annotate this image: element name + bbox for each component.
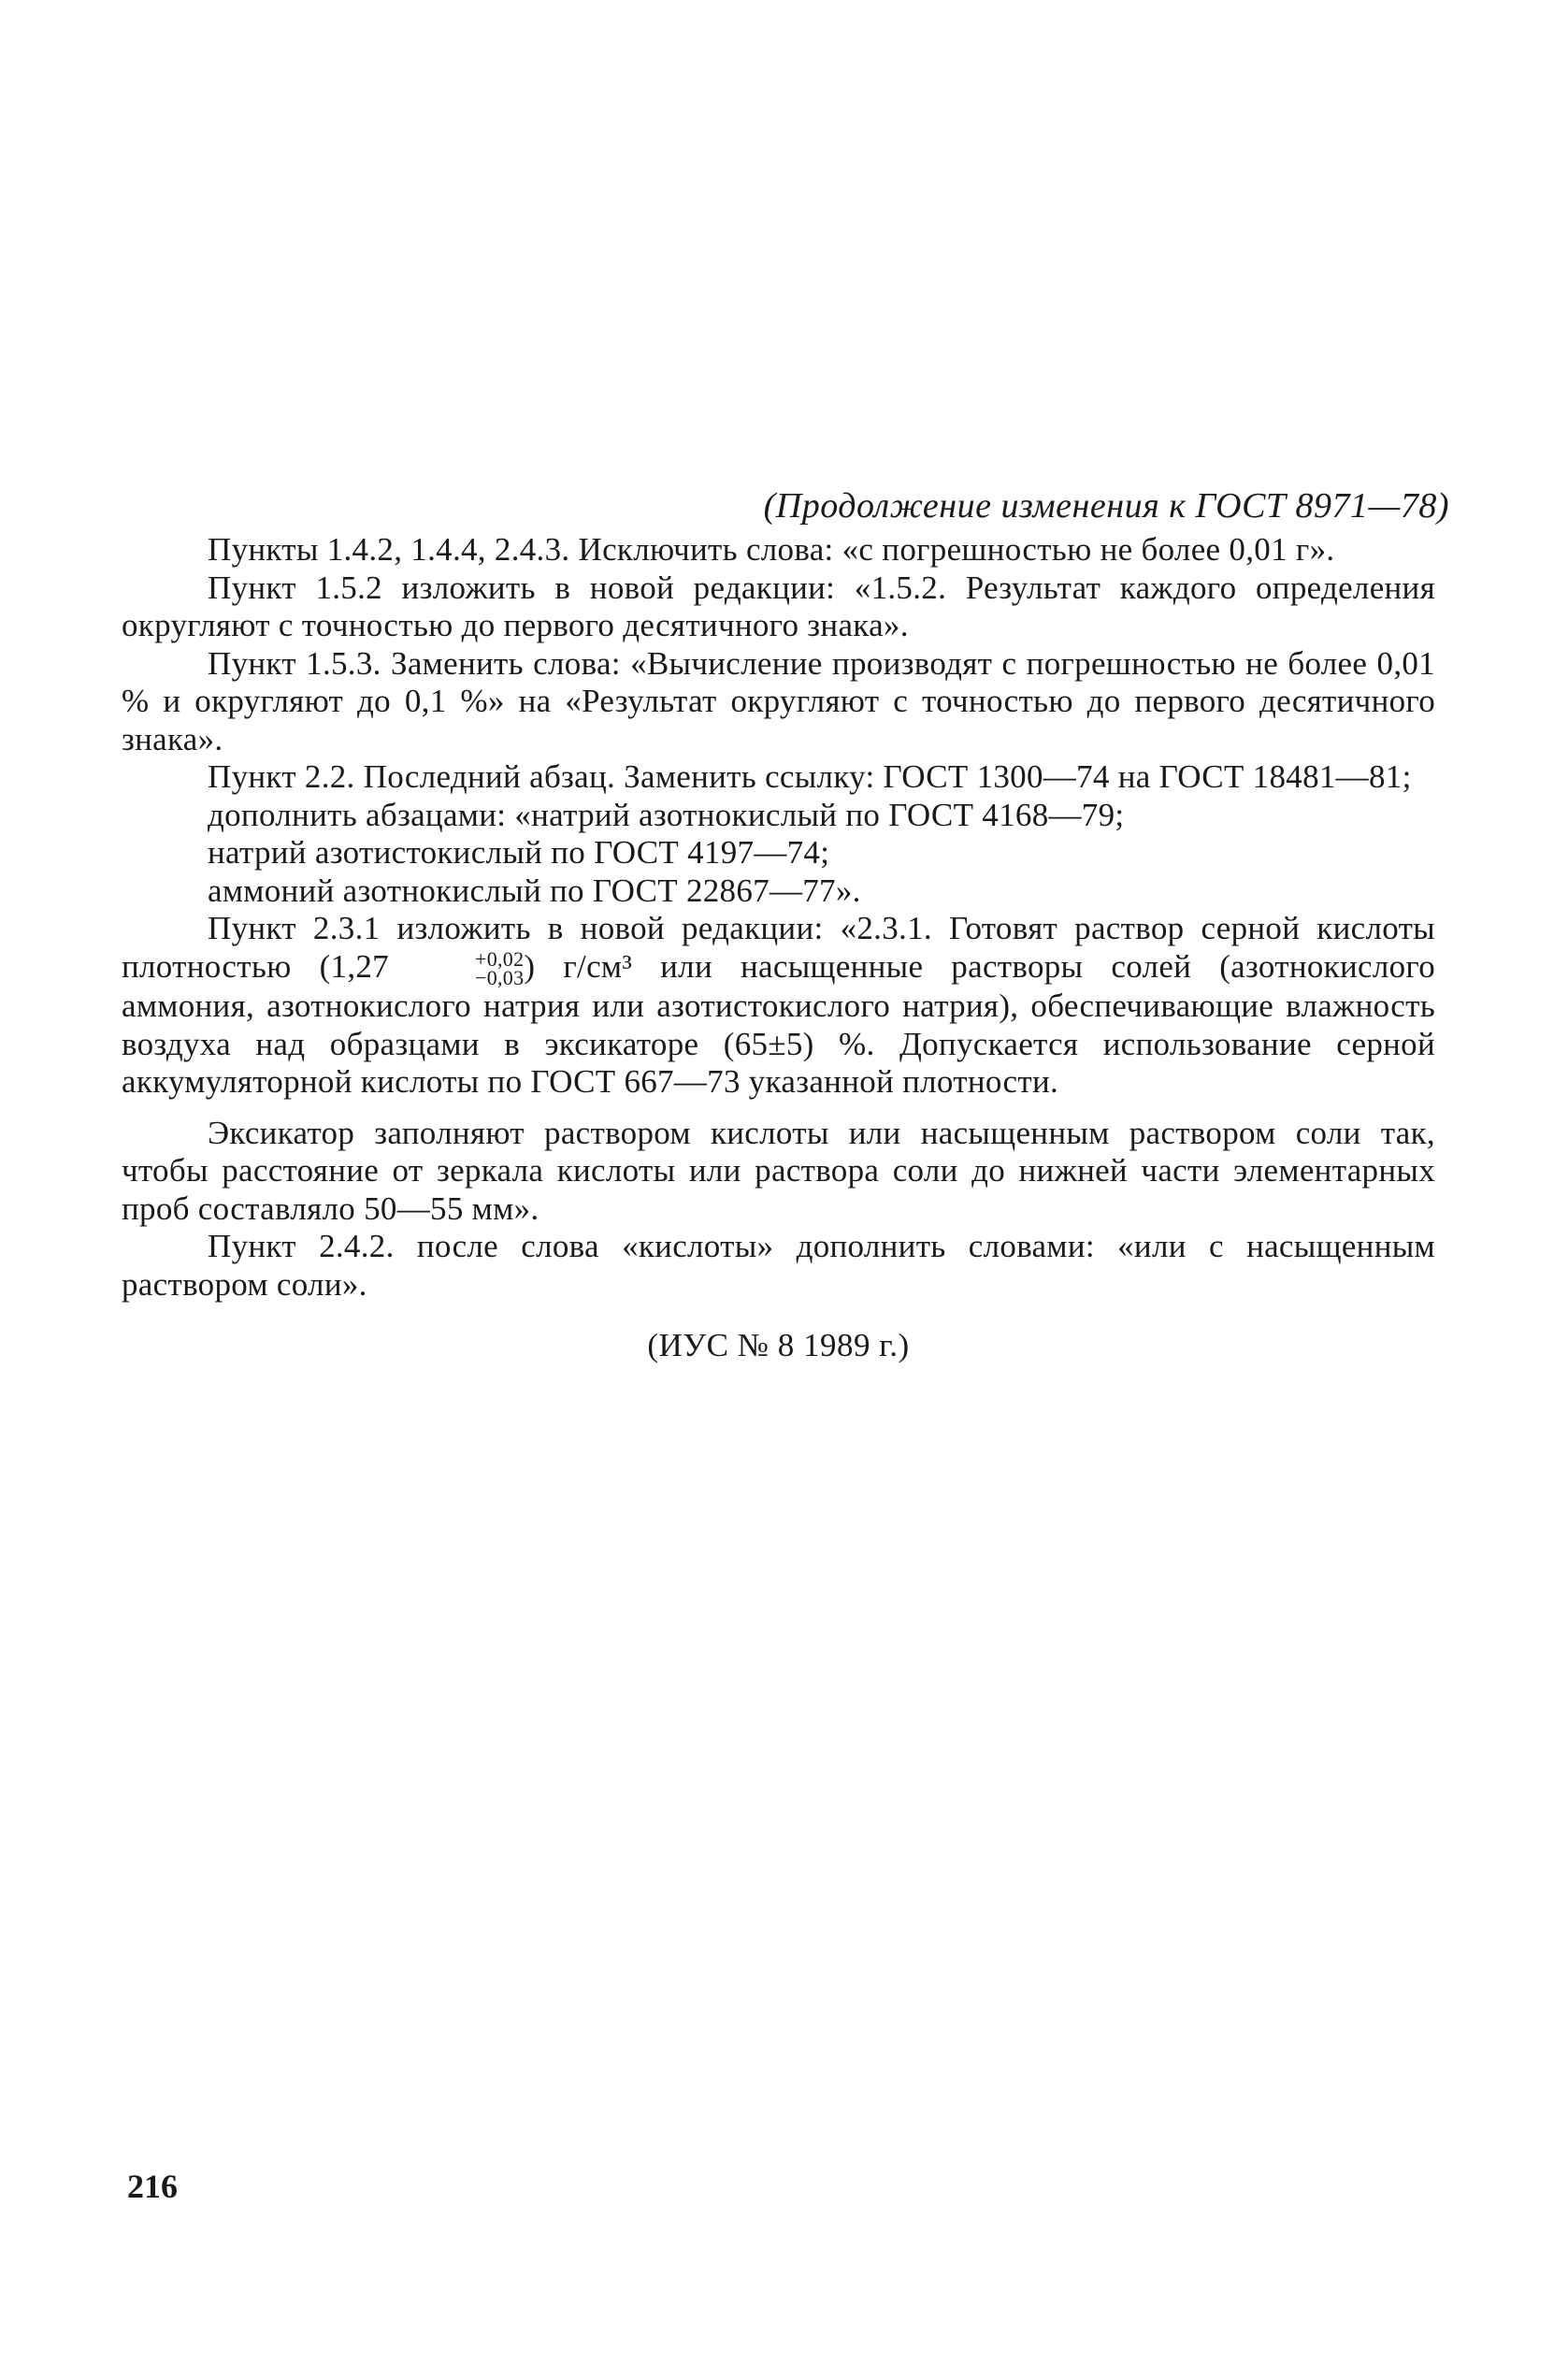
tolerance-lower: −0,03 xyxy=(475,966,525,990)
paragraph-point-1-5-3: Пункт 1.5.3. Заменить слова: «Вычисление производят с погрешностью не более 0,01 % и округляют до 0,1 %» на «Результат округляют с точностью до первого десятичного знака». xyxy=(122,644,1435,757)
paragraph-gap xyxy=(122,1102,1435,1115)
paragraph-point-1-5-2: Пункт 1.5.2 изложить в новой редакции: «1.5.2. Результат каждого определения округляют с точностью до первого десятичного знака». xyxy=(122,569,1435,643)
paragraph-point-2-2: Пункт 2.2. Последний абзац. Заменить ссылку: ГОСТ 1300—74 на ГОСТ 18481—81; xyxy=(208,758,1412,795)
point-2-3-1-text-start: Пункт 2.3.1 изложить в новой редакции: «2.3.1. Готовят раствор серной кислоты плотностью (1,27 xyxy=(122,910,1435,985)
paragraph-point-2-4-2: Пункт 2.4.2. после слова «кислоты» дополнить словами: «или с насыщенным раствором соли». xyxy=(122,1228,1435,1303)
point-2-3-1-text-end: ) г/см³ или насыщенные растворы солей (азотнокислого аммония, азотнокислого натрия или азотистокислого натрия), обеспечивающие влажность воздуха над образцами в эксикаторе (65±5) %. Допускается использование серной аккумуляторной кислоты по ГОСТ 667—73 указанной плотности. xyxy=(122,947,1435,1101)
continuation-header: (Продолжение изменения к ГОСТ 8971—78) xyxy=(763,486,1449,526)
paragraph-point-2-2-ammonium-nitrate: аммоний азотнокислый по ГОСТ 22867—77». xyxy=(208,872,861,909)
paragraph-point-2-2-addition: дополнить абзацами: «натрий азотнокислый по ГОСТ 4168—79; xyxy=(208,796,1125,833)
paragraph-point-2-3-1 xyxy=(122,910,1435,1102)
paragraph-desiccator: Эксикатор заполняют раствором кислоты или насыщенным раствором соли так, чтобы расстояние от зеркала кислоты или раствора соли до нижней части элементарных проб составляло 50—55 мм». xyxy=(122,1114,1435,1227)
paragraph-point-2-2-sodium-nitrite: натрий азотистокислый по ГОСТ 4197—74; xyxy=(208,834,830,871)
paragraph-points-1-4-2: Пункты 1.4.2, 1.4.4, 2.4.3. Исключить слова: «с погрешностью не более 0,01 г». xyxy=(208,531,1335,568)
document-body xyxy=(122,531,1435,1304)
density-tolerance xyxy=(389,947,525,990)
page-number: 216 xyxy=(127,2168,178,2205)
tolerance-upper: +0,02 xyxy=(475,947,525,972)
source-note: (ИУС № 8 1989 г.) xyxy=(647,1327,910,1363)
